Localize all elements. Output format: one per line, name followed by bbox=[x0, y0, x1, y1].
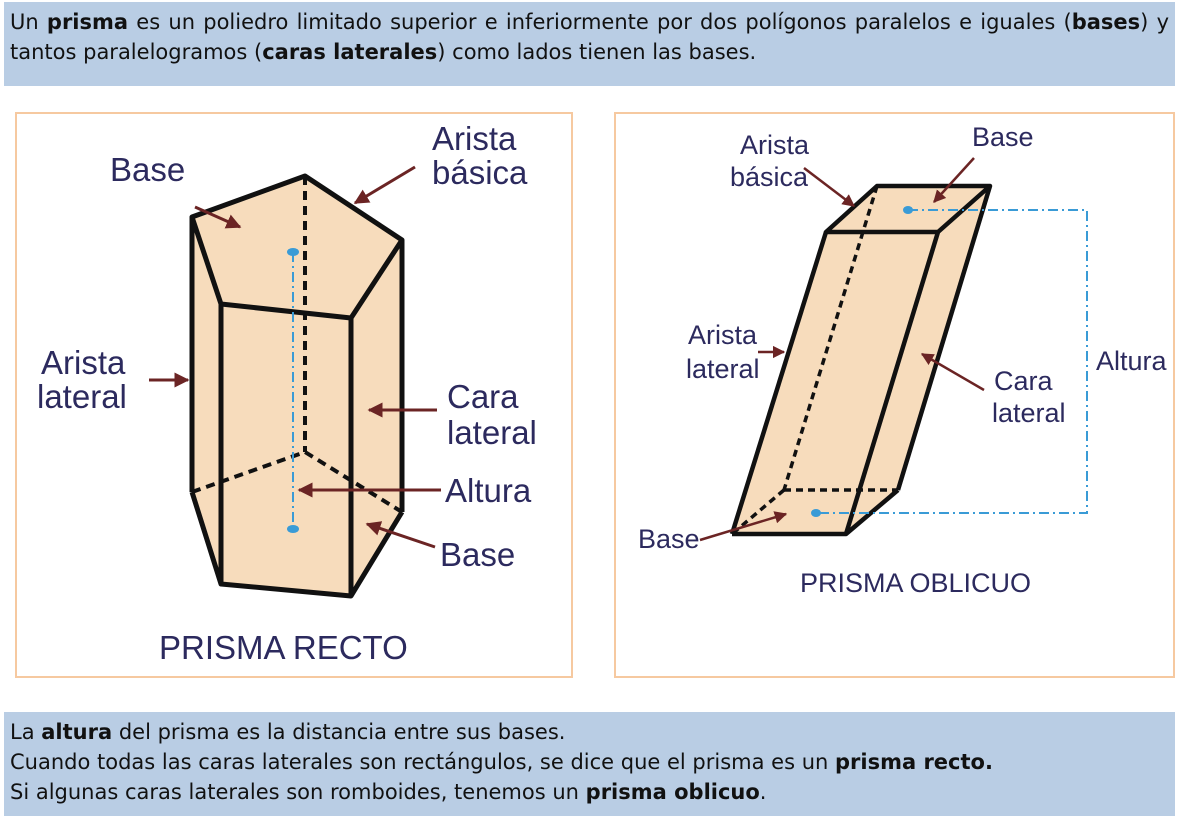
oblicuo-label-arista-basica-2: básica bbox=[730, 162, 809, 192]
summary-text-box bbox=[4, 712, 1175, 816]
recto-label-cara-lateral-1: Cara bbox=[447, 378, 519, 415]
recto-label-cara-lateral-2: lateral bbox=[447, 414, 537, 451]
oblicuo-label-base-top: Base bbox=[972, 122, 1034, 152]
oblicuo-label-altura: Altura bbox=[1096, 346, 1167, 376]
oblicuo-label-arista-basica-1: Arista bbox=[740, 130, 810, 160]
arrow-arista-basica bbox=[355, 167, 415, 203]
arrow-arista-basica bbox=[804, 168, 854, 206]
recto-altura-point-bottom bbox=[287, 525, 299, 533]
prisma-oblicuo-panel bbox=[614, 112, 1175, 678]
oblicuo-label-cara-lateral-1: Cara bbox=[994, 366, 1053, 396]
intro-bold-prisma: prisma bbox=[46, 10, 129, 34]
recto-label-altura: Altura bbox=[445, 472, 532, 509]
oblicuo-altura-point-top bbox=[903, 206, 913, 214]
recto-altura-point-top bbox=[287, 248, 299, 256]
summary-bold-altura: altura bbox=[41, 720, 113, 744]
recto-label-base-bottom: Base bbox=[440, 536, 516, 573]
intro-bold-bases: bases bbox=[1071, 10, 1141, 34]
recto-label-arista-basica-2: básica bbox=[432, 154, 528, 191]
intro-text: ) como lados tienen las bases. bbox=[437, 40, 757, 64]
intro-text: Un bbox=[10, 10, 47, 34]
oblicuo-altura-point-bottom bbox=[811, 509, 821, 517]
recto-title: PRISMA RECTO bbox=[159, 629, 408, 666]
summary-bold-prisma-recto: prisma recto. bbox=[835, 750, 993, 774]
intro-text: es un poliedro limitado superior e inferiormente por dos polígonos paralelos e iguales ( bbox=[128, 10, 1072, 34]
oblicuo-label-cara-lateral-2: lateral bbox=[992, 398, 1066, 428]
prisma-oblicuo-diagram bbox=[616, 114, 1173, 676]
recto-label-arista-basica-1: Arista bbox=[432, 120, 517, 157]
recto-front-face bbox=[221, 304, 351, 596]
definition-text-box bbox=[4, 2, 1175, 86]
oblicuo-title: PRISMA OBLICUO bbox=[800, 568, 1032, 598]
intro-text: ) y tantos paralelogramos ( bbox=[10, 10, 1170, 64]
intro-bold-caras-laterales: caras laterales bbox=[262, 40, 438, 64]
prisma-recto-panel bbox=[15, 112, 573, 678]
summary-line-1: La altura del prisma es la distancia entre sus bases. bbox=[10, 720, 566, 744]
recto-label-arista-lateral-2: lateral bbox=[37, 378, 127, 415]
oblicuo-label-arista-lateral-2: lateral bbox=[686, 354, 760, 384]
summary-line-3: Si algunas caras laterales son romboides, tenemos un prisma oblicuo. bbox=[10, 780, 767, 804]
oblicuo-label-base-bottom: Base bbox=[638, 524, 700, 554]
prisma-recto-diagram bbox=[17, 114, 571, 676]
summary-line-2: Cuando todas las caras laterales son rectángulos, se dice que el prisma es un prisma recto. bbox=[10, 750, 993, 774]
recto-label-base-top: Base bbox=[110, 151, 186, 188]
oblicuo-label-arista-lateral-1: Arista bbox=[688, 320, 758, 350]
summary-bold-prisma-oblicuo: prisma oblicuo bbox=[585, 780, 760, 804]
recto-label-arista-lateral-1: Arista bbox=[41, 344, 126, 381]
